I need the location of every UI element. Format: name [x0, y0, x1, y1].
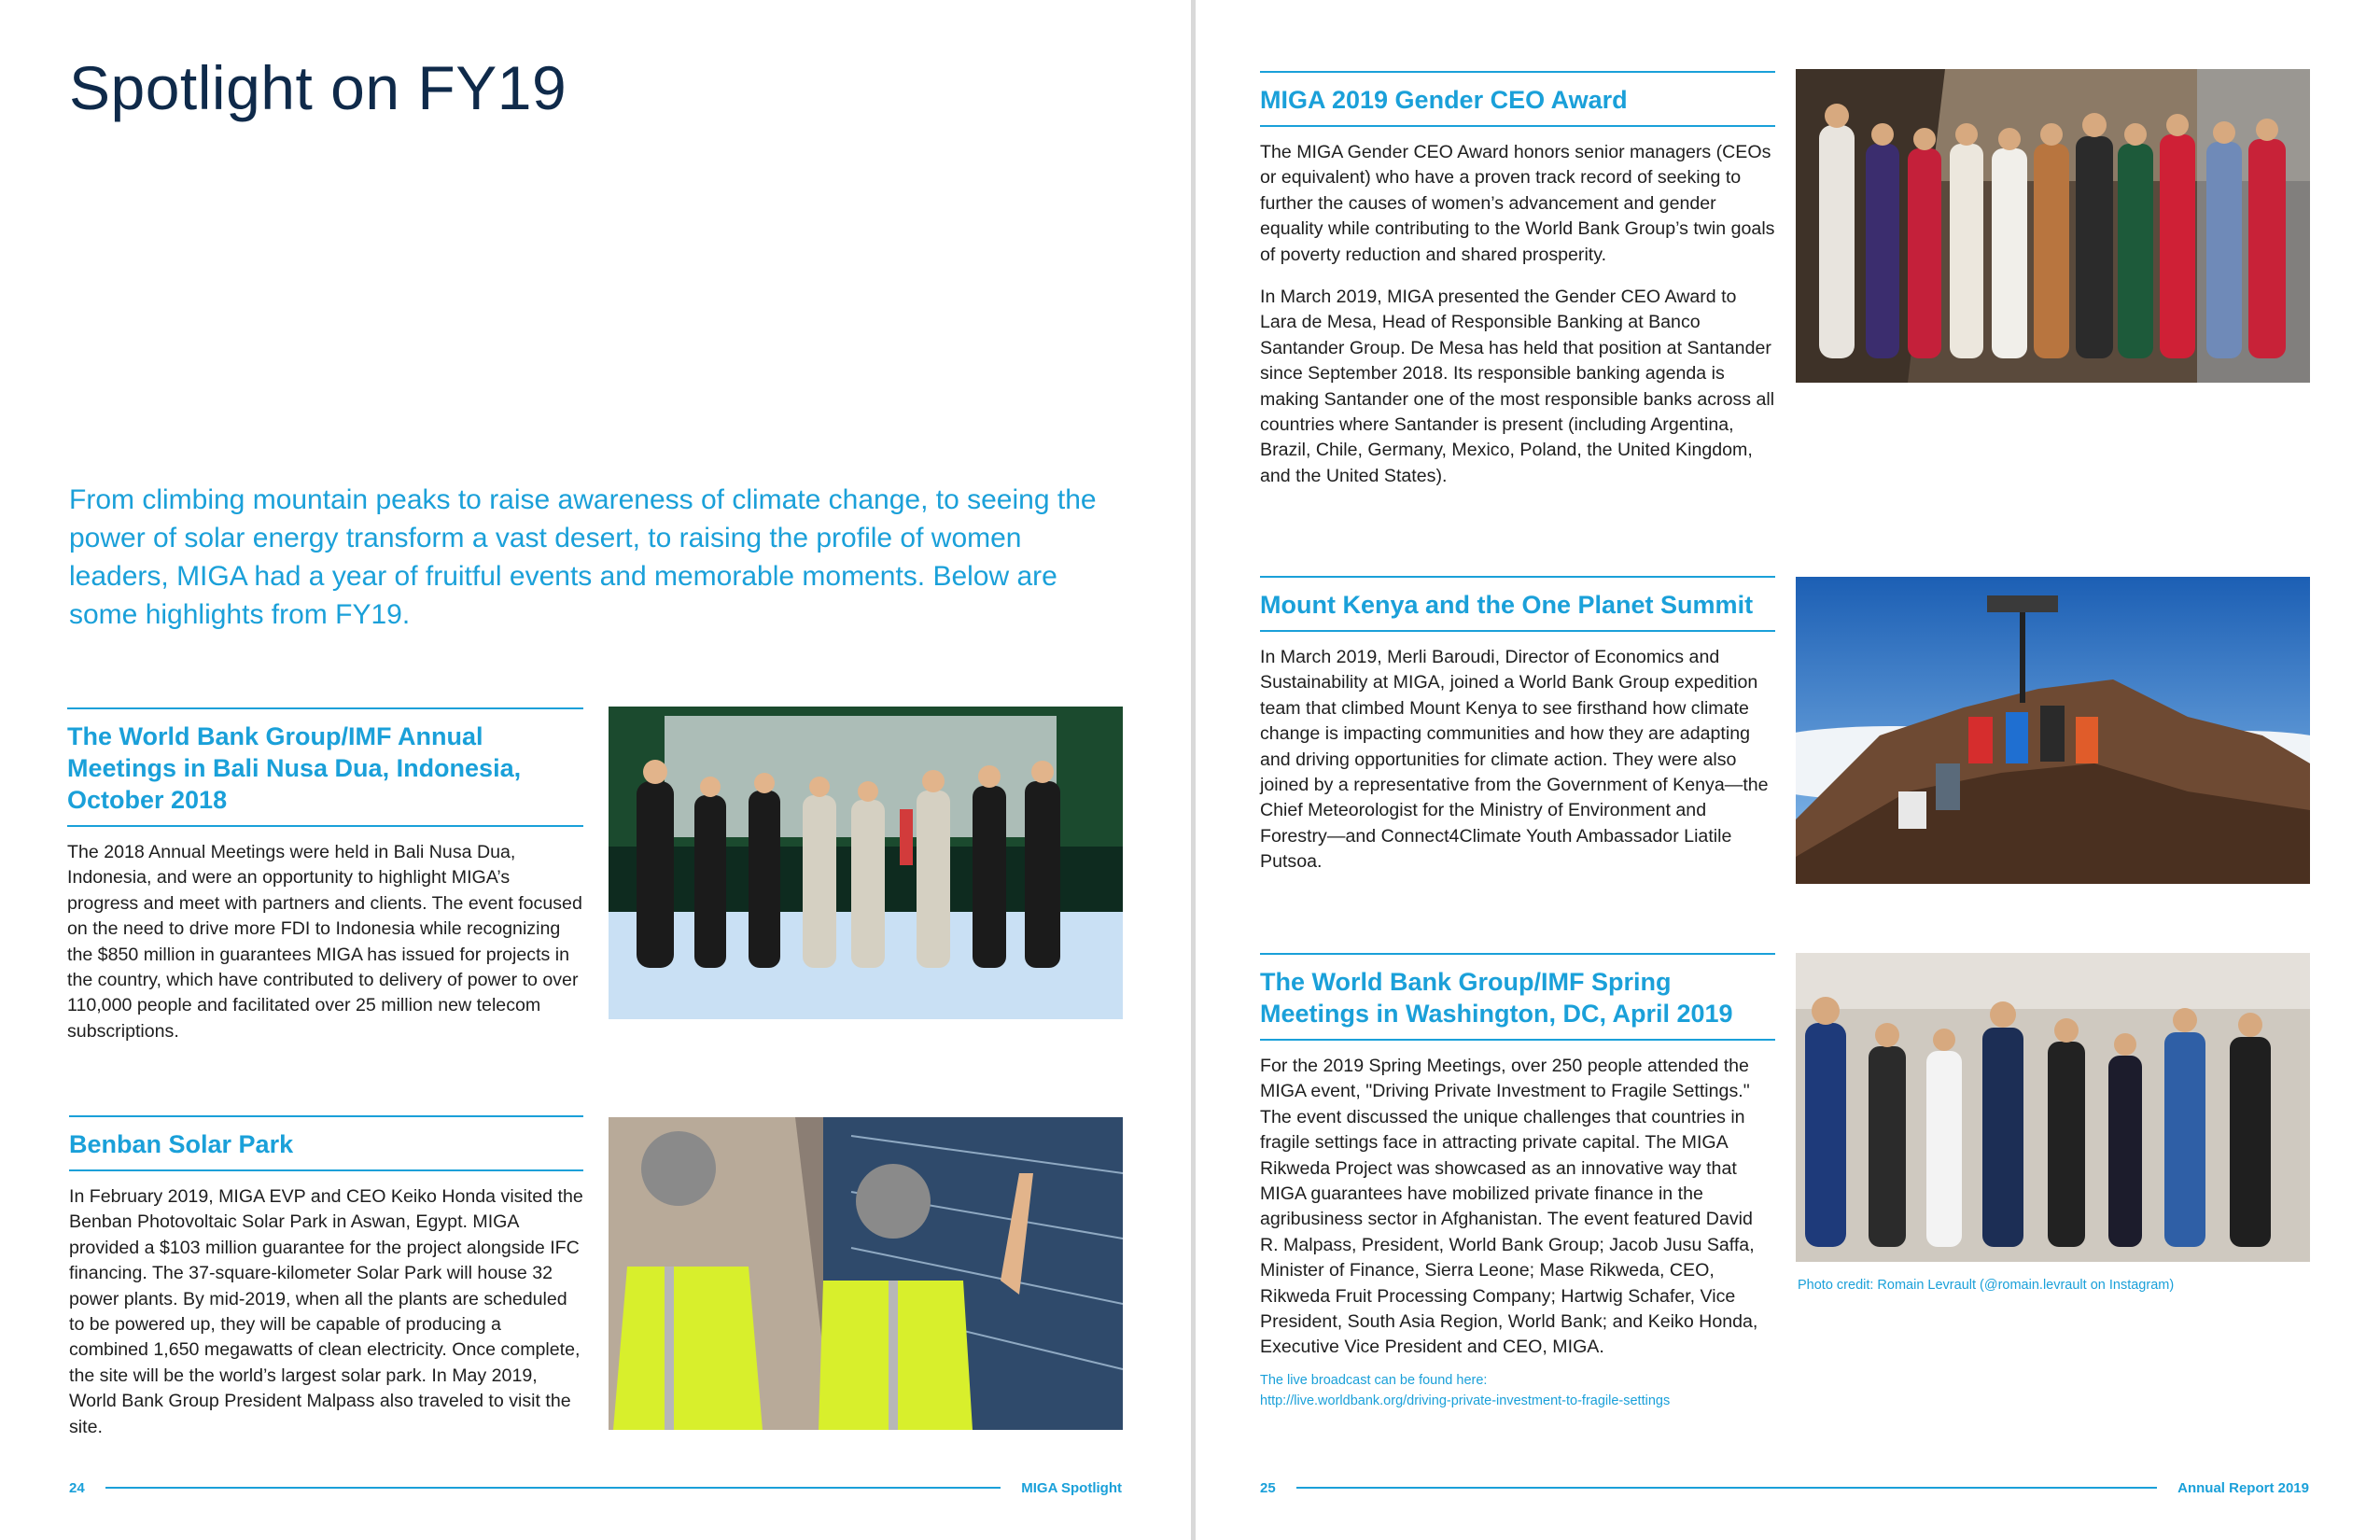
section-mount-kenya — [1260, 576, 1775, 892]
broadcast-label: The live broadcast can be found here: — [1260, 1372, 1488, 1388]
section-rule — [67, 825, 583, 827]
page-number: 25 — [1260, 1479, 1276, 1496]
section-paragraph: In March 2019, MIGA presented the Gender CEO Award to Lara de Mesa, Head of Responsible Banking at Banco Santander Group. De Mesa has held that position at Santander since September 2018. Its responsible banking agenda is making Santander one of the most responsible banks across all countries where Santander is present (including Argentina, Brazil, Chile, Germany, Mexico, Poland, the United Kingdom, and the United States). — [1260, 287, 1775, 486]
photo-annual-meetings-group — [609, 707, 1123, 1019]
right-page — [1196, 0, 2380, 1540]
section-benban — [69, 1115, 583, 1457]
section-rule — [1260, 630, 1775, 632]
intro-paragraph: From climbing mountain peaks to raise awareness of climate change, to seeing the power of solar energy transform a vast desert, to raising the profile of women leaders, MIGA had a year of fruitful events and memorable moments. Below are some highlights from FY19. — [69, 484, 1097, 630]
section-rule — [69, 1169, 583, 1171]
section-annual-meetings — [67, 707, 583, 1061]
section-rule — [1260, 1039, 1775, 1041]
footer-rule — [1296, 1487, 2157, 1489]
section-paragraph: In March 2019, Merli Baroudi, Director of Economics and Sustainability at MIGA, joined a World Bank Group expedition team that climbed Mount Kenya to see firsthand how climate change is impacting communities and how they are adapting and driving opportunities for climate action. They were also joined by a representative from the Government of Kenya—the Chief Meteorologist for the Ministry of Environment and Forestry—and Connect4Climate Youth Ambassador Liatile Putsoa. — [1260, 647, 1769, 873]
section-heading: MIGA 2019 Gender CEO Award — [1260, 86, 1628, 114]
photo-benban-solar-park — [609, 1117, 1123, 1430]
section-heading: The World Bank Group/IMF Spring Meetings in Washington, DC, April 2019 — [1260, 968, 1733, 1028]
section-rule — [1260, 125, 1775, 127]
footer-label: MIGA Spotlight — [1021, 1479, 1122, 1496]
page-title: Spotlight on FY19 — [69, 53, 567, 122]
photo-spring-meetings-group — [1796, 953, 2310, 1262]
section-heading: Mount Kenya and the One Planet Summit — [1260, 591, 1754, 619]
photo-gender-ceo-award-group — [1796, 69, 2310, 383]
footer-left — [69, 1477, 1122, 1498]
section-body: In February 2019, MIGA EVP and CEO Keiko Honda visited the Benban Photovoltaic Solar Park in Aswan, Egypt. MIGA provided a $103 million guarantee for the project alongside IFC financing. The 37-square-kilometer Solar Park will house 32 power plants. By mid-2019, when all the plants are scheduled to be powered up, they will be capable of producing a combined 1,650 megawatts of clean electricity. Once complete, the site will be the world’s largest solar park. In May 2019, World Bank Group President Malpass also traveled to visit the site. — [69, 1186, 583, 1437]
footer-right — [1260, 1477, 2309, 1498]
broadcast-link[interactable]: http://live.worldbank.org/driving-private-investment-to-fragile-settings — [1260, 1393, 1671, 1408]
footer-rule — [105, 1487, 1001, 1489]
section-paragraph: For the 2019 Spring Meetings, over 250 people attended the MIGA event, "Driving Private Investment to Fragile Settings." The event discussed the unique challenges that countries in fragile settings face in attracting private capital. The MIGA Rikweda Project was showcased as an innovative way that MIGA guarantees have mobilized private finance in the agribusiness sector in Afghanistan. The event featured David R. Malpass, President, World Bank Group; Jacob Jusu Saffa, Minister of Finance, Sierra Leone; Mase Rikweda, CEO, Rikweda Fruit Processing Company; Hartwig Schafer, Vice President, South Asia Region, World Bank; and Keiko Honda, Executive Vice President and CEO, MIGA. — [1260, 1056, 1758, 1358]
section-spring-meetings — [1260, 953, 1775, 1411]
section-heading: The World Bank Group/IMF Annual Meetings in Bali Nusa Dua, Indonesia, October 2018 — [67, 722, 522, 814]
section-heading: Benban Solar Park — [69, 1130, 294, 1158]
section-gender-ceo-award — [1260, 71, 1775, 506]
section-body: The 2018 Annual Meetings were held in Bali Nusa Dua, Indonesia, and were an opportunity to highlight MIGA’s progress and meet with partners and clients. The event focused on the need to drive more FDI to Indonesia while recognizing the $850 million in guarantees MIGA has issued for projects in the country, which have contributed to delivery of power to over 110,000 people and facilitated over 25 million new telecom subscriptions. — [67, 842, 582, 1042]
section-paragraph: The MIGA Gender CEO Award honors senior managers (CEOs or equivalent) who have a proven track record of seeking to further the causes of women’s advancement and gender equality while contributing to the World Bank Group’s twin goals of poverty reduction and shared prosperity. — [1260, 142, 1775, 265]
photo-mount-kenya-summit — [1796, 577, 2310, 884]
photo-credit: Photo credit: Romain Levrault (@romain.levrault on Instagram) — [1798, 1278, 2175, 1293]
page-number: 24 — [69, 1479, 85, 1496]
footer-label: Annual Report 2019 — [2177, 1479, 2309, 1496]
